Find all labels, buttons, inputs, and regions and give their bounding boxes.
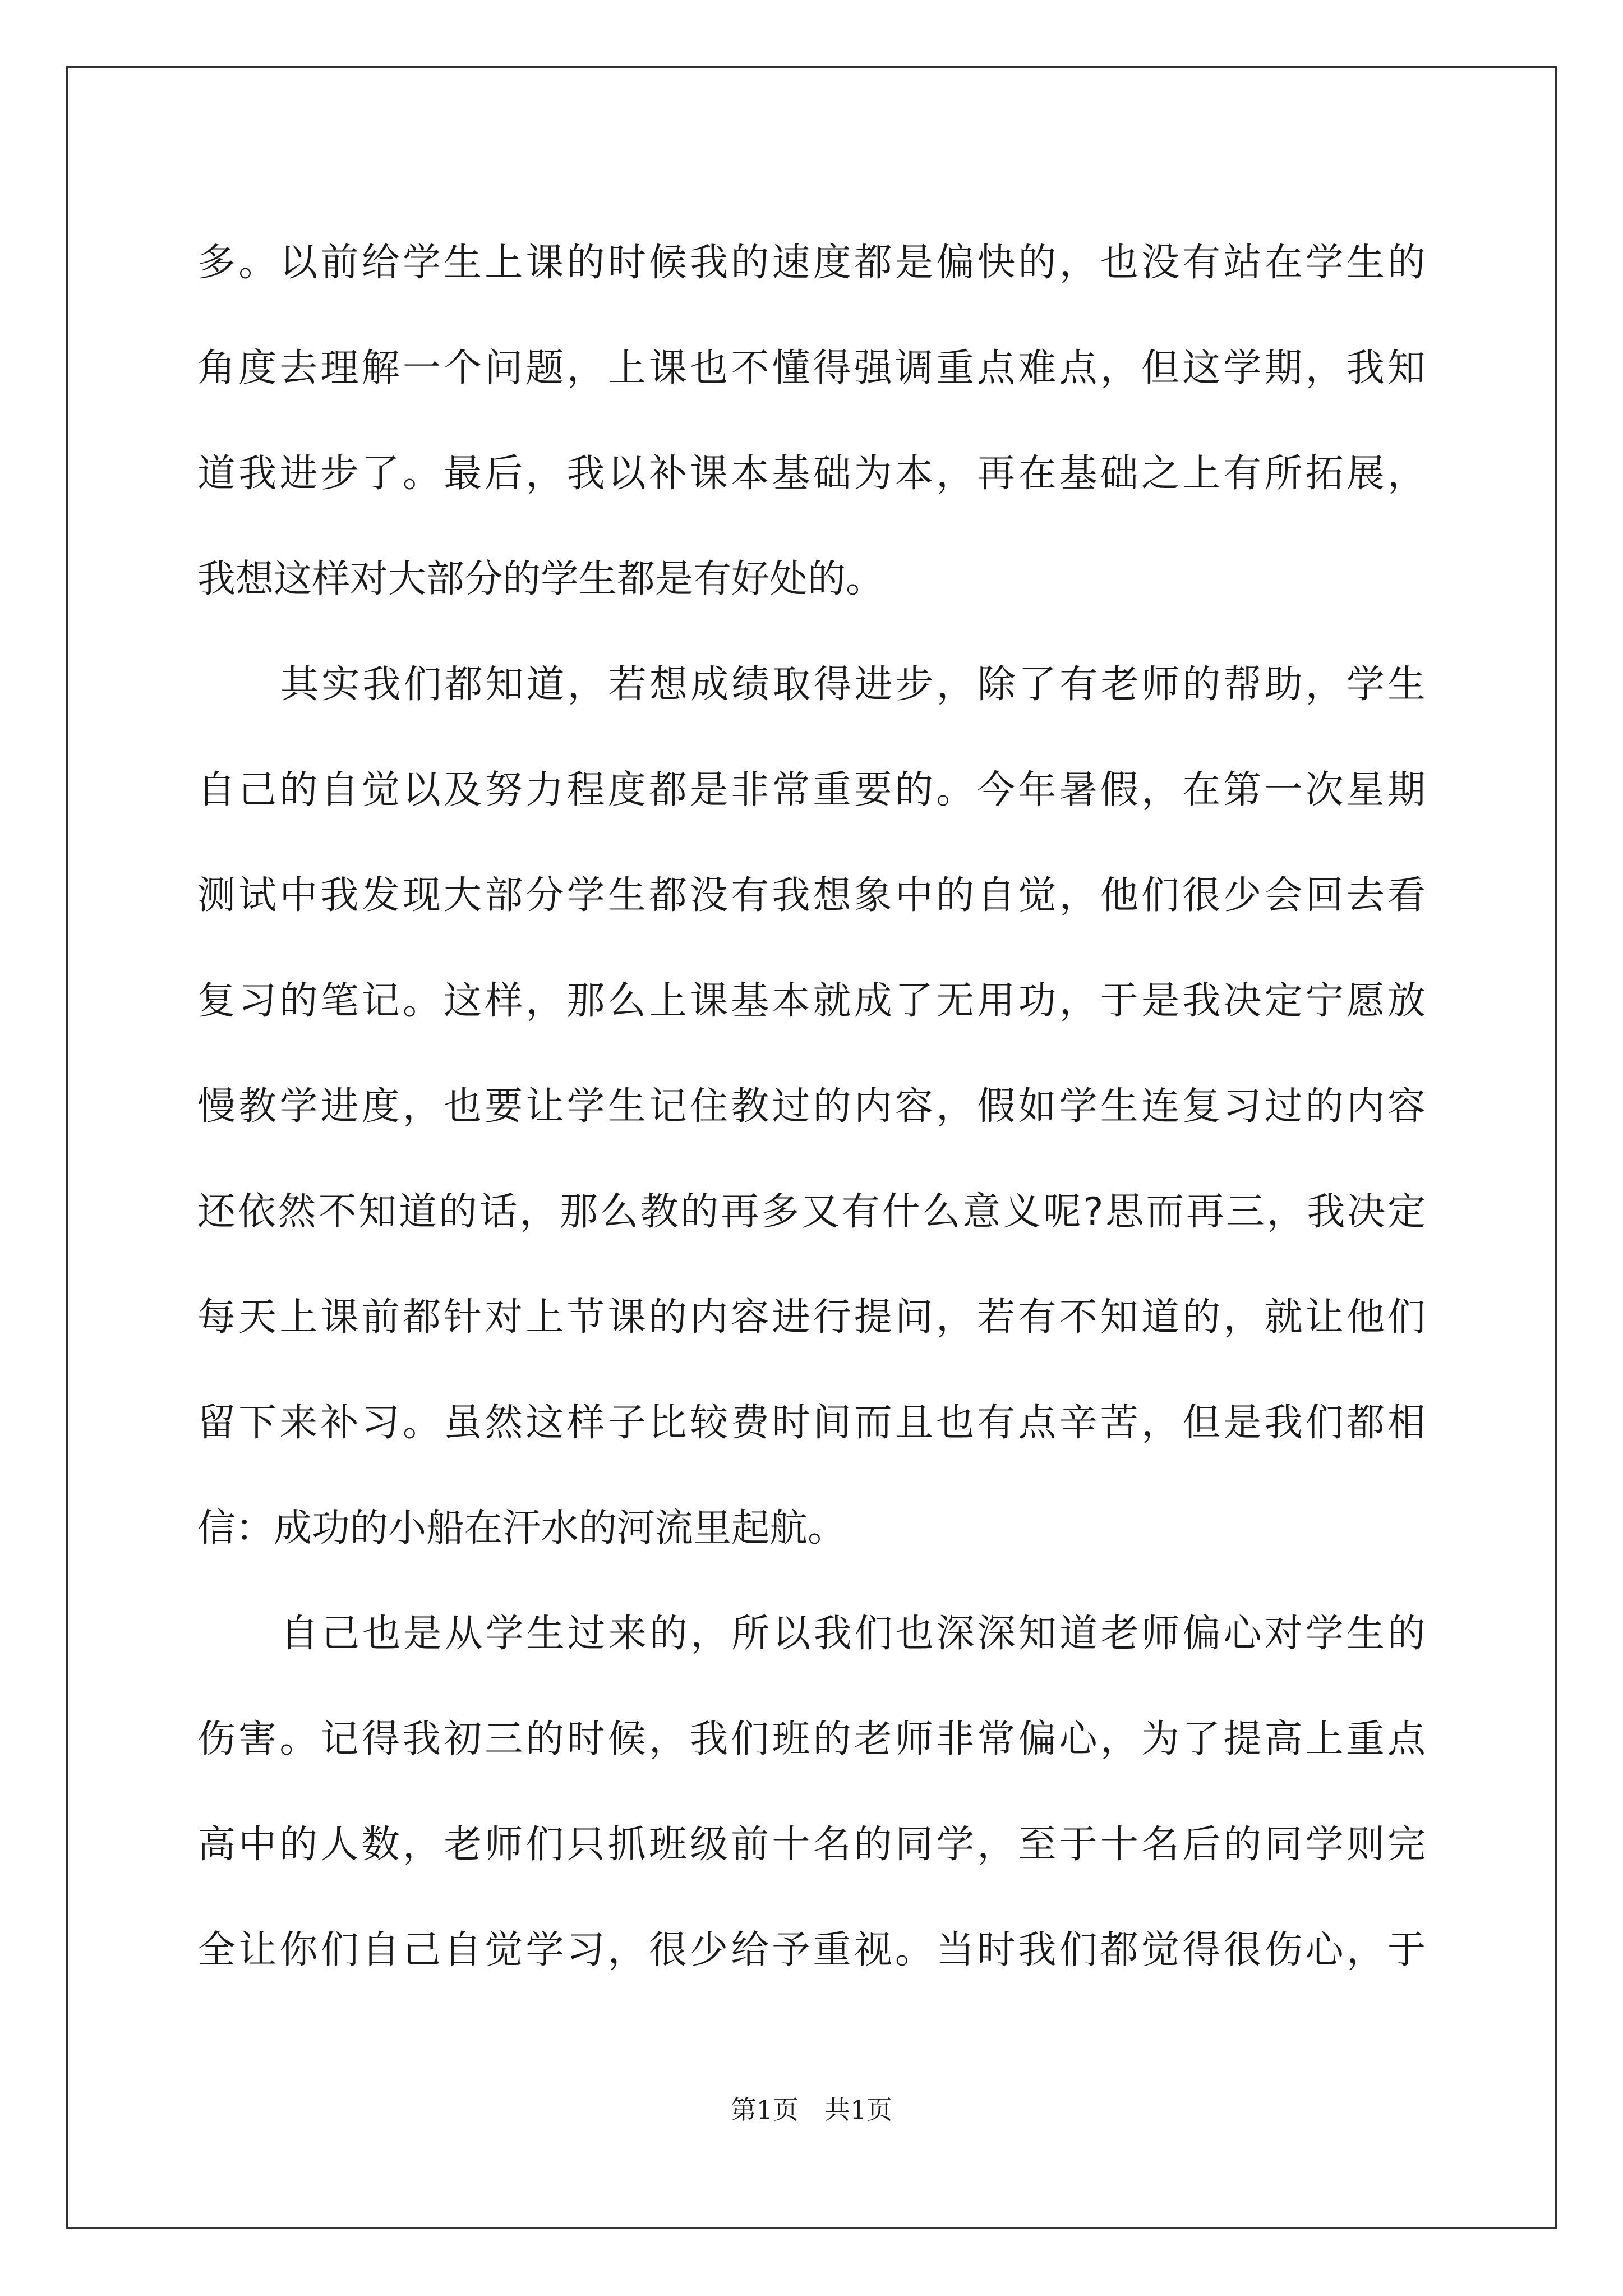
- text-line: 道我进步了。最后，我以补课本基础为本，再在基础之上有所拓展，: [197, 452, 1426, 496]
- text-line: 自己也是从学生过来的，所以我们也深深知道老师偏心对学生的: [280, 1612, 1426, 1656]
- text-line: 多。以前给学生上课的时候我的速度都是偏快的，也没有站在学生的: [197, 241, 1426, 285]
- paragraph-1: [197, 210, 1426, 632]
- text-line: 复习的笔记。这样，那么上课基本就成了无用功，于是我决定宁愿放: [197, 979, 1426, 1023]
- text-line: 信：成功的小船在汗水的河流里起航。: [197, 1506, 846, 1550]
- document-body: [197, 210, 1426, 2003]
- text-line: 伤害。记得我初三的时候，我们班的老师非常偏心，为了提高上重点: [197, 1717, 1426, 1761]
- text-line: 全让你们自己自觉学习，很少给予重视。当时我们都觉得很伤心，于: [197, 1928, 1426, 1972]
- text-line: 我想这样对大部分的学生都是有好处的。: [197, 557, 884, 601]
- paragraph-3: [197, 1581, 1426, 2003]
- text-line: 高中的人数，老师们只抓班级前十名的同学，至于十名后的同学则完: [197, 1823, 1426, 1867]
- paragraph-2: [197, 632, 1426, 1581]
- text-line: 留下来补习。虽然这样子比较费时间而且也有点辛苦，但是我们都相: [197, 1401, 1426, 1445]
- text-line: 每天上课前都针对上节课的内容进行提问，若有不知道的，就让他们: [197, 1295, 1426, 1340]
- text-line: 测试中我发现大部分学生都没有我想象中的自觉，他们很少会回去看: [197, 873, 1426, 918]
- text-line: 还依然不知道的话，那么教的再多又有什么意义呢?思而再三，我决定: [197, 1190, 1426, 1234]
- page-footer: 第1页 共1页: [730, 2095, 893, 2125]
- text-line: 角度去理解一个问题，上课也不懂得强调重点难点，但这学期，我知: [197, 346, 1426, 390]
- text-line: 其实我们都知道，若想成绩取得进步，除了有老师的帮助，学生: [280, 662, 1426, 707]
- text-line: 慢教学进度，也要让学生记住教过的内容，假如学生连复习过的内容: [197, 1084, 1426, 1129]
- text-line: 自己的自觉以及努力程度都是非常重要的。今年暑假，在第一次星期: [197, 768, 1426, 812]
